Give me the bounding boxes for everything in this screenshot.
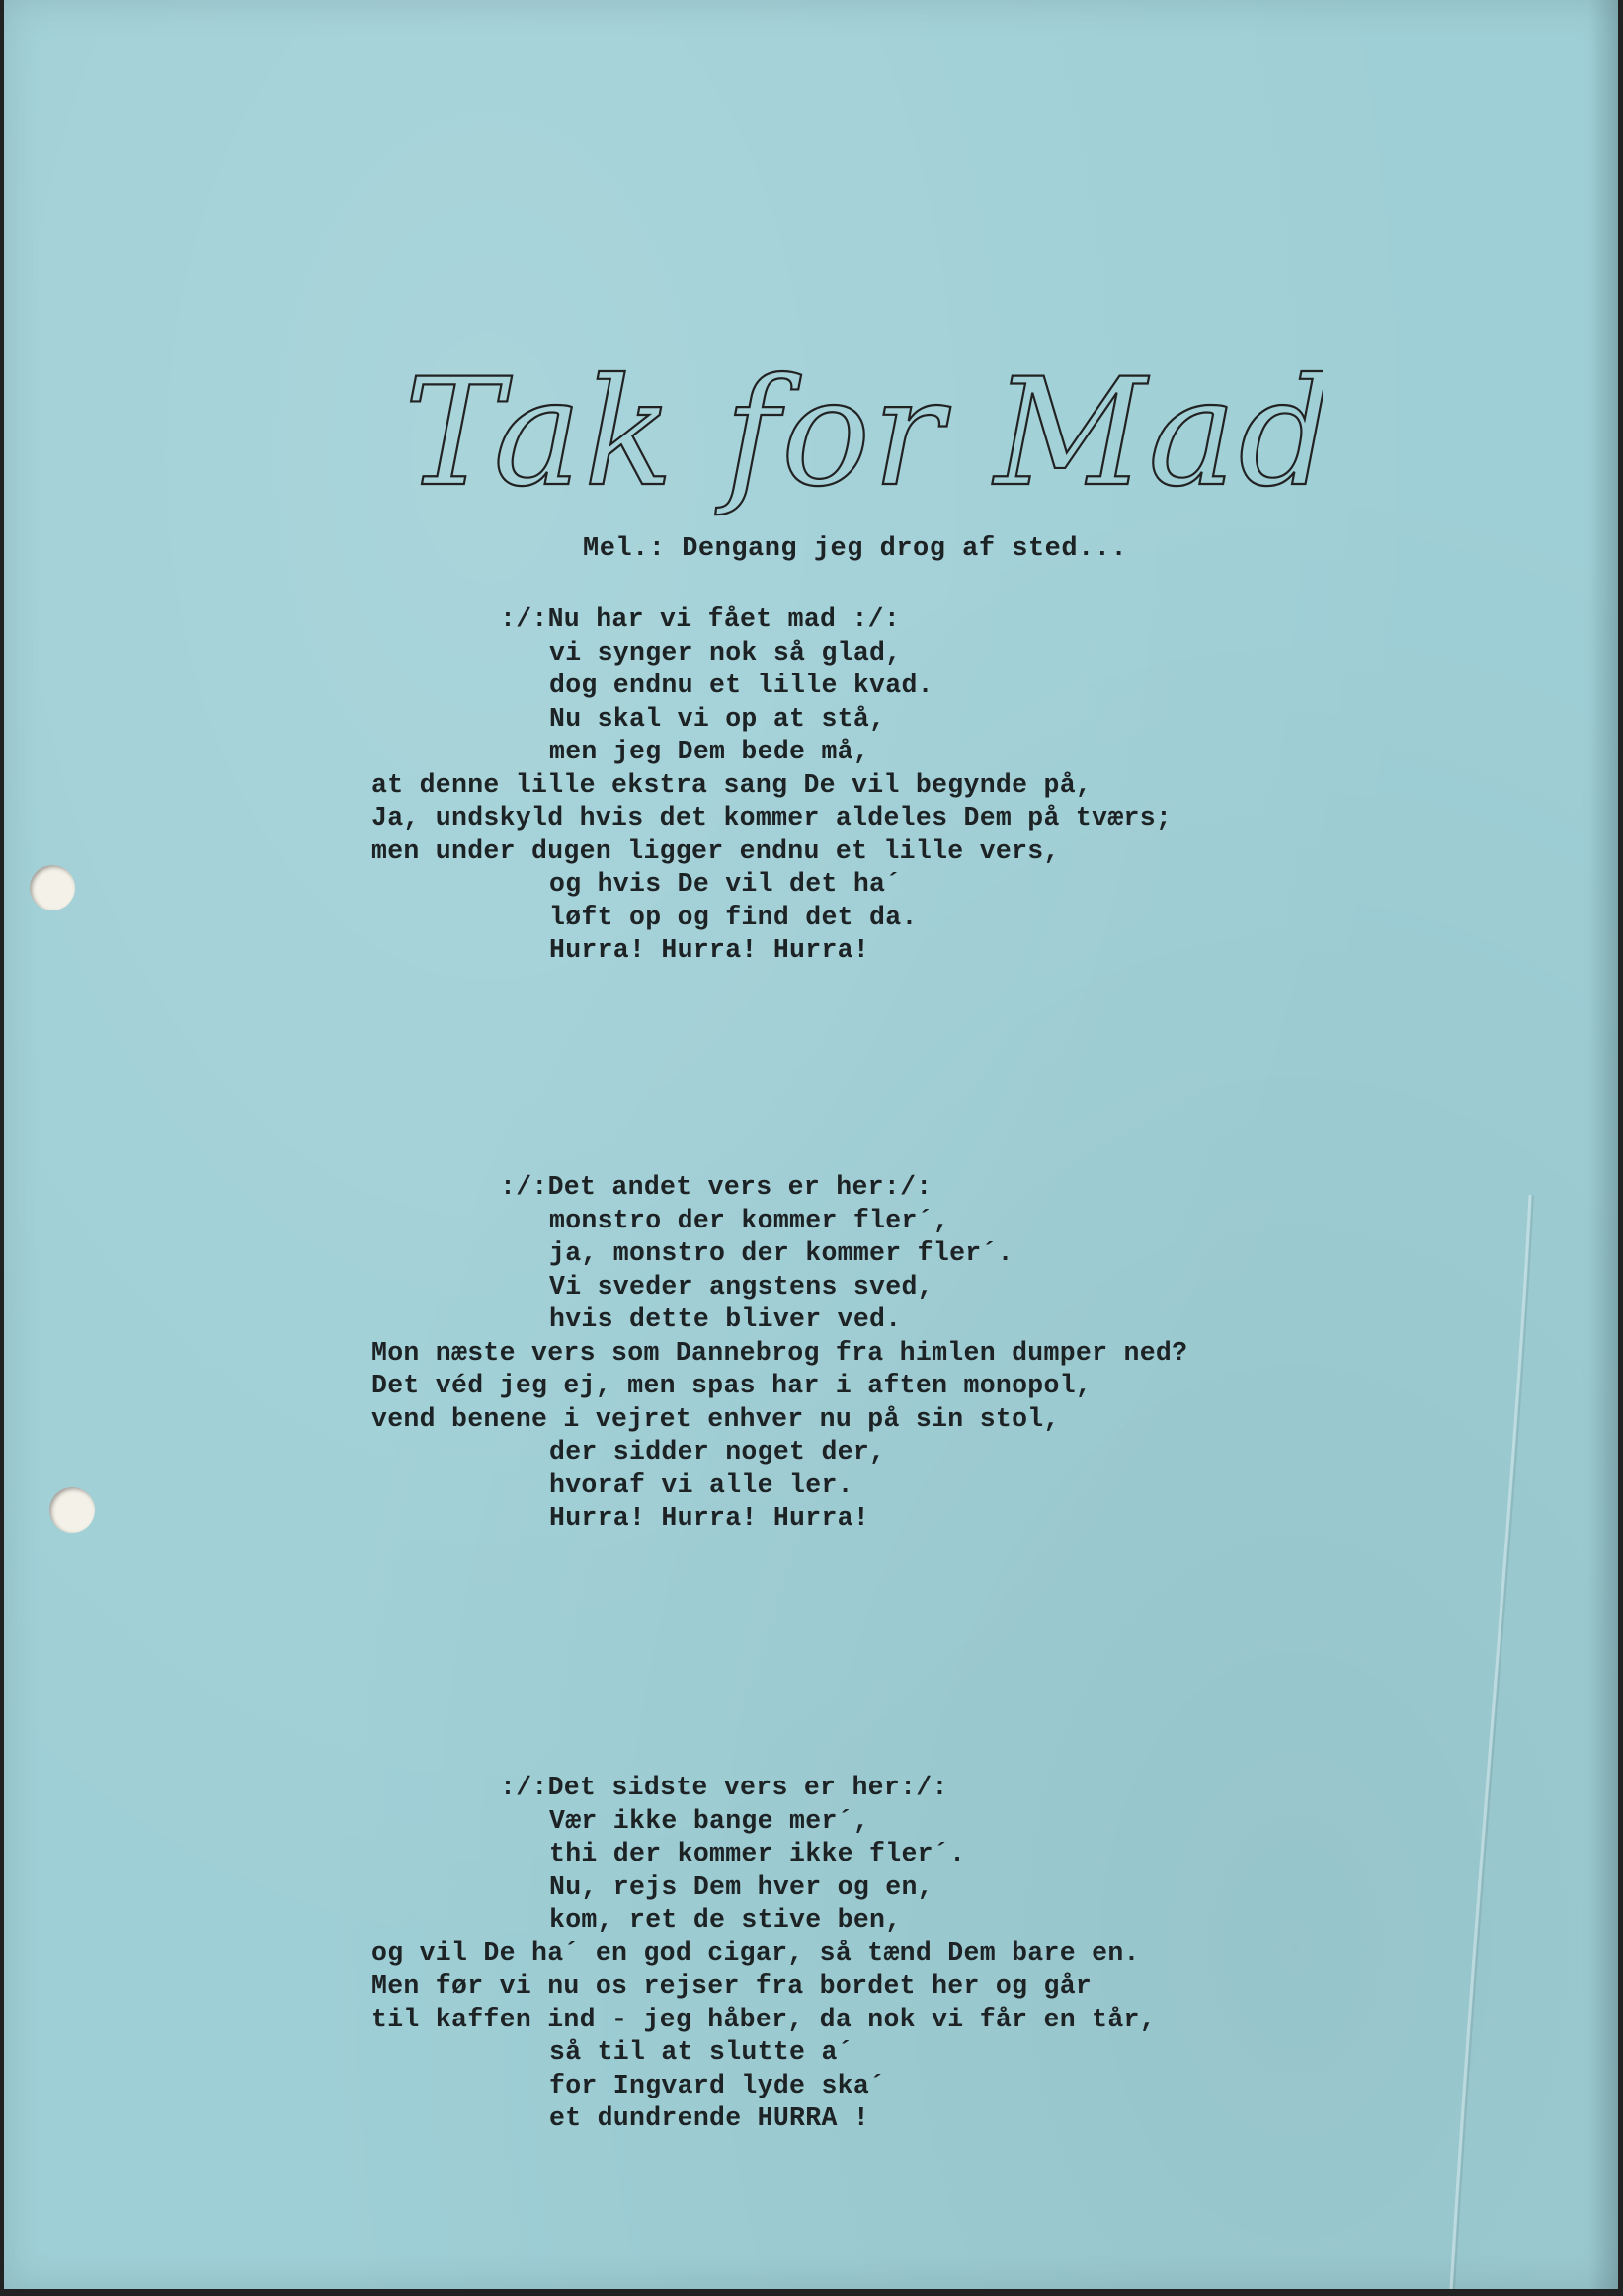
- verse-line: for Ingvard lyde ska´: [549, 2070, 886, 2100]
- verse-line: og vil De ha´ en god cigar, så tænd Dem bare en.: [371, 1938, 1140, 1968]
- verse-line: Vi sveder angstens sved,: [549, 1271, 933, 1302]
- verse-1: [371, 603, 1172, 968]
- paper-edge-shadow: [1588, 0, 1618, 2289]
- verse-2: [371, 1171, 1187, 1536]
- verse-line: ja, monstro der kommer fler´.: [549, 1238, 1014, 1268]
- verse-line: så til at slutte a´: [549, 2037, 853, 2067]
- verse-line: Men før vi nu os rejser fra bordet her og går: [371, 1971, 1093, 2001]
- verse-line: til kaffen ind - jeg håber, da nok vi får en tår,: [371, 2004, 1156, 2034]
- verse-line: hvoraf vi alle ler.: [549, 1469, 853, 1500]
- punch-hole-lower: [49, 1487, 95, 1533]
- verse-line: løft op og find det da.: [549, 902, 918, 932]
- punch-hole-upper: [30, 865, 75, 910]
- verse-line: Nu, rejs Dem hver og en,: [549, 1871, 933, 1902]
- verse-line: Det véd jeg ej, men spas har i aften monopol,: [371, 1371, 1093, 1400]
- verse-line: :/:Det sidste vers er her:/:: [500, 1773, 948, 1802]
- verse-line: hvis dette bliver ved.: [549, 1305, 902, 1334]
- verse-line: men under dugen ligger endnu et lille vers,: [371, 835, 1060, 866]
- verse-line: Hurra! Hurra! Hurra!: [549, 935, 870, 965]
- song-title-text: Tak for Mad: [404, 356, 1323, 519]
- melody-line: Mel.: Dengang jeg drog af sted...: [583, 534, 1128, 564]
- verse-line: thi der kommer ikke fler´.: [549, 1839, 966, 1868]
- verse-line: Vær ikke bange mer´,: [549, 1805, 870, 1836]
- verse-line: Nu skal vi op at stå,: [549, 703, 886, 734]
- verse-line: men jeg Dem bede må,: [549, 737, 870, 766]
- verse-line: vi synger nok så glad,: [549, 637, 902, 668]
- verse-line: monstro der kommer fler´,: [549, 1205, 950, 1235]
- verse-line: kom, ret de stive ben,: [549, 1905, 902, 1935]
- verse-line: og hvis De vil det ha´: [549, 869, 902, 899]
- verse-line: Ja, undskyld hvis det kommer aldeles Dem på tværs;: [371, 803, 1173, 832]
- verse-line: :/:Nu har vi fået mad :/:: [500, 604, 901, 634]
- verse-line: vend benene i vejret enhver nu på sin stol,: [371, 1403, 1060, 1434]
- verse-line: Hurra! Hurra! Hurra!: [549, 1503, 870, 1533]
- verse-line: :/:Det andet vers er her:/:: [500, 1172, 933, 1202]
- verse-line: et dundrende HURRA !: [549, 2103, 870, 2133]
- verse-line: der sidder noget der,: [549, 1437, 886, 1466]
- song-title: [394, 356, 1323, 523]
- verse-line: at denne lille ekstra sang De vil begynde på,: [371, 769, 1093, 800]
- paper-sheet: [4, 0, 1618, 2289]
- verse-line: Mon næste vers som Dannebrog fra himlen dumper ned?: [371, 1337, 1188, 1368]
- verse-line: dog endnu et lille kvad.: [549, 671, 933, 700]
- verse-3: [371, 1772, 1156, 2136]
